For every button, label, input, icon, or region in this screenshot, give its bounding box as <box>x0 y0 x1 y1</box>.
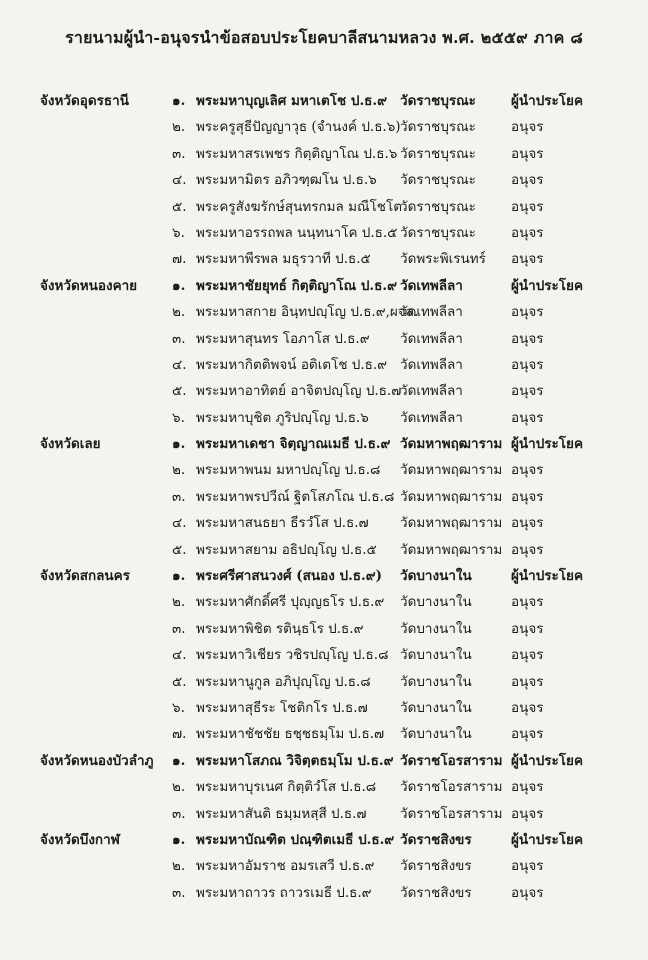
monk-name: พระมหาบัณฑิต ปณฺฑิตเมธี ป.ธ.๙ <box>196 831 395 848</box>
temple-name: วัดราชบุรณะ <box>400 224 476 241</box>
monk-name: พระมหาชัยยุทธ์ กิตฺติญาโณ ป.ธ.๙ <box>196 277 397 294</box>
roster-row <box>0 721 648 747</box>
role-label: อนุจร <box>511 462 544 479</box>
monk-name: พระมหาสุธีระ โชติกโร ป.ธ.๗ <box>196 699 368 716</box>
item-number: ๗. <box>172 726 187 743</box>
item-number: ๔. <box>172 172 187 189</box>
monk-name: พระมหาสกาย อินฺทปญฺโญ ป.ธ.๙,ผจล. <box>196 304 419 321</box>
roster-row <box>0 589 648 615</box>
temple-name: วัดมหาพฤฒาราม <box>400 462 503 479</box>
roster-row <box>0 880 648 906</box>
temple-name: วัดพระพิเรนทร์ <box>400 251 486 268</box>
temple-name: วัดเทพลีลา <box>400 356 463 373</box>
roster-list <box>0 88 648 906</box>
temple-name: วัดเทพลีลา <box>400 383 463 400</box>
monk-name: พระมหาวิเชียร วชิรปญฺโญ ป.ธ.๘ <box>196 647 389 664</box>
item-number: ๕. <box>172 673 187 690</box>
province-label: จังหวัดหนองบัวลำภู <box>40 752 154 769</box>
monk-name: พระมหาสรเพชร กิตฺติญาโณ ป.ธ.๖ <box>196 145 398 162</box>
role-label: อนุจร <box>511 409 544 426</box>
item-number: ๔. <box>172 647 187 664</box>
roster-row <box>0 774 648 800</box>
roster-row <box>0 853 648 879</box>
province-label: จังหวัดบึงกาฬ <box>40 831 120 848</box>
monk-name: พระมหาเดชา จิตฺญาณเมธี ป.ธ.๙ <box>196 436 391 453</box>
roster-row <box>0 220 648 246</box>
role-label: อนุจร <box>511 726 544 743</box>
roster-row <box>0 326 648 352</box>
role-label: อนุจร <box>511 224 544 241</box>
temple-name: วัดราชบุรณะ <box>400 145 476 162</box>
item-number: ๓. <box>172 805 186 822</box>
monk-name: พระครูสุธีปัญญาวุธ (จำนงค์ ป.ธ.๖) <box>196 119 401 136</box>
role-label: อนุจร <box>511 145 544 162</box>
role-label: อนุจร <box>511 647 544 664</box>
roster-row <box>0 114 648 140</box>
monk-name: พระมหาพรปวีณ์ ฐิตโสภโณ ป.ธ.๘ <box>196 488 395 505</box>
roster-row <box>0 642 648 668</box>
monk-name: พระมหากิตติพจน์ อติเตโช ป.ธ.๙ <box>196 356 388 373</box>
item-number: ๕. <box>172 541 187 558</box>
document-title: รายนามผู้นำ-อนุจรนำข้อสอบประโยคบาลีสนามหลวง พ.ศ. ๒๕๕๙ ภาค ๘ <box>65 28 583 47</box>
temple-name: วัดเทพลีลา <box>400 304 463 321</box>
roster-row <box>0 669 648 695</box>
role-label: ผู้นำประโยค <box>511 277 583 294</box>
temple-name: วัดบางนาใน <box>400 647 472 664</box>
item-number: ๑. <box>172 277 186 294</box>
role-label: ผู้นำประโยค <box>511 568 583 585</box>
item-number: ๖. <box>172 409 185 426</box>
monk-name: พระมหาบุญเลิศ มหาเตโช ป.ธ.๙ <box>196 93 387 109</box>
roster-row <box>0 457 648 483</box>
item-number: ๖. <box>172 224 185 241</box>
item-number: ๓. <box>172 145 186 162</box>
roster-row <box>0 299 648 325</box>
temple-name: วัดราชสิงขร <box>400 884 472 901</box>
monk-name: พระมหาพนม มหาปญฺโญ ป.ธ.๘ <box>196 462 381 479</box>
roster-row <box>0 563 648 589</box>
monk-name: พระมหานูกูล อภิปุญฺโญ ป.ธ.๘ <box>196 673 371 690</box>
temple-name: วัดมหาพฤฒาราม <box>400 515 503 532</box>
temple-name: วัดเทพลีลา <box>400 330 463 347</box>
item-number: ๕. <box>172 198 187 215</box>
roster-row <box>0 695 648 721</box>
role-label: อนุจร <box>511 805 544 822</box>
roster-row <box>0 537 648 563</box>
temple-name: วัดบางนาใน <box>400 568 472 585</box>
temple-name: วัดราชบุรณะ <box>400 198 476 215</box>
item-number: ๒. <box>172 304 186 321</box>
item-number: ๒. <box>172 594 186 611</box>
role-label: อนุจร <box>511 620 544 637</box>
item-number: ๗. <box>172 251 187 268</box>
item-number: ๑. <box>172 568 186 585</box>
province-label: จังหวัดหนองคาย <box>40 277 138 294</box>
item-number: ๔. <box>172 515 187 532</box>
role-label: ผู้นำประโยค <box>511 752 583 769</box>
monk-name: พระมหาอาทิตย์ อาจิตปญฺโญ ป.ธ.๗ <box>196 383 402 400</box>
roster-row <box>0 431 648 457</box>
role-label: อนุจร <box>511 488 544 505</box>
monk-name: พระมหาศักดิ์ศรี ปุญฺญธโร ป.ธ.๙ <box>196 594 385 611</box>
role-label: อนุจร <box>511 858 544 875</box>
monk-name: พระมหาสยาม อธิปญฺโญ ป.ธ.๕ <box>196 541 377 558</box>
temple-name: วัดมหาพฤฒาราม <box>400 488 503 505</box>
monk-name: พระมหาบุชิต ภูริปญฺโญ ป.ธ.๖ <box>196 409 369 426</box>
monk-name: พระครูสังฆรักษ์สุนทรกมล มณีโชโต <box>196 198 402 215</box>
roster-row <box>0 273 648 299</box>
role-label: อนุจร <box>511 699 544 716</box>
monk-name: พระศรีศาสนวงศ์ (สนอง ป.ธ.๙) <box>196 568 383 585</box>
role-label: อนุจร <box>511 330 544 347</box>
roster-row <box>0 827 648 853</box>
temple-name: วัดราชโอรสาราม <box>400 779 503 796</box>
monk-name: พระมหาพีรพล มธุรวาที ป.ธ.๕ <box>196 251 371 268</box>
temple-name: วัดราชสิงขร <box>400 858 472 875</box>
monk-name: พระมหาถาวร ถาวรเมธี ป.ธ.๙ <box>196 884 372 901</box>
role-label: อนุจร <box>511 119 544 136</box>
role-label: ผู้นำประโยค <box>511 831 583 848</box>
item-number: ๒. <box>172 462 186 479</box>
role-label: อนุจร <box>511 198 544 215</box>
item-number: ๑. <box>172 831 186 848</box>
role-label: อนุจร <box>511 541 544 558</box>
roster-row <box>0 616 648 642</box>
temple-name: วัดบางนาใน <box>400 726 472 743</box>
role-label: อนุจร <box>511 515 544 532</box>
province-label: จังหวัดอุดรธานี <box>40 93 129 109</box>
temple-name: วัดราชสิงขร <box>400 831 472 848</box>
role-label: อนุจร <box>511 383 544 400</box>
role-label: ผู้นำประโยค <box>511 436 583 453</box>
monk-name: พระมหาพิชิต รตินฺธโร ป.ธ.๙ <box>196 620 364 637</box>
item-number: ๓. <box>172 620 186 637</box>
roster-row <box>0 484 648 510</box>
item-number: ๓. <box>172 884 186 901</box>
item-number: ๑. <box>172 436 186 453</box>
temple-name: วัดราชบุรณะ <box>400 93 476 109</box>
item-number: ๖. <box>172 699 185 716</box>
item-number: ๒. <box>172 119 186 136</box>
item-number: ๑. <box>172 93 186 109</box>
roster-row <box>0 167 648 193</box>
roster-row <box>0 141 648 167</box>
role-label: อนุจร <box>511 172 544 189</box>
temple-name: วัดราชโอรสาราม <box>400 805 503 822</box>
temple-name: วัดเทพลีลา <box>400 277 463 294</box>
monk-name: พระมหาชัชชัย ธชฺชธมฺโม ป.ธ.๗ <box>196 726 385 743</box>
role-label: อนุจร <box>511 673 544 690</box>
roster-row <box>0 378 648 404</box>
role-label: อนุจร <box>511 251 544 268</box>
roster-row <box>0 246 648 272</box>
roster-row <box>0 194 648 220</box>
temple-name: วัดบางนาใน <box>400 673 472 690</box>
monk-name: พระมหาโสภณ วิจิตฺตธมฺโม ป.ธ.๙ <box>196 752 394 769</box>
monk-name: พระมหาอรรถพล นนฺทนาโค ป.ธ.๕ <box>196 224 398 241</box>
roster-row <box>0 88 648 114</box>
item-number: ๓. <box>172 330 186 347</box>
monk-name: พระมหาสันติ ธมฺมหสฺสี ป.ธ.๗ <box>196 805 367 822</box>
role-label: อนุจร <box>511 304 544 321</box>
province-label: จังหวัดสกลนคร <box>40 568 130 585</box>
province-label: จังหวัดเลย <box>40 436 101 453</box>
roster-row <box>0 801 648 827</box>
temple-name: วัดราชบุรณะ <box>400 172 476 189</box>
temple-name: วัดบางนาใน <box>400 594 472 611</box>
roster-row <box>0 748 648 774</box>
role-label: ผู้นำประโยค <box>511 93 583 109</box>
item-number: ๓. <box>172 488 186 505</box>
temple-name: วัดบางนาใน <box>400 699 472 716</box>
roster-row <box>0 352 648 378</box>
monk-name: พระมหาบุรเนศ กิตฺติวํโส ป.ธ.๘ <box>196 779 377 796</box>
monk-name: พระมหามิตร อภิวฑฺฒโน ป.ธ.๖ <box>196 172 377 189</box>
role-label: อนุจร <box>511 884 544 901</box>
item-number: ๕. <box>172 383 187 400</box>
monk-name: พระมหาอัมราช อมรเสวี ป.ธ.๙ <box>196 858 375 875</box>
roster-row <box>0 405 648 431</box>
item-number: ๒. <box>172 779 186 796</box>
temple-name: วัดมหาพฤฒาราม <box>400 436 503 453</box>
temple-name: วัดเทพลีลา <box>400 409 463 426</box>
role-label: อนุจร <box>511 356 544 373</box>
monk-name: พระมหาสนธยา ธีรวํโส ป.ธ.๗ <box>196 515 369 532</box>
item-number: ๒. <box>172 858 186 875</box>
item-number: ๑. <box>172 752 186 769</box>
item-number: ๔. <box>172 356 187 373</box>
monk-name: พระมหาสุนทร โอภาโส ป.ธ.๙ <box>196 330 370 347</box>
role-label: อนุจร <box>511 594 544 611</box>
temple-name: วัดมหาพฤฒาราม <box>400 541 503 558</box>
temple-name: วัดราชบุรณะ <box>400 119 476 136</box>
roster-row <box>0 510 648 536</box>
temple-name: วัดบางนาใน <box>400 620 472 637</box>
temple-name: วัดราชโอรสาราม <box>400 752 503 769</box>
role-label: อนุจร <box>511 779 544 796</box>
